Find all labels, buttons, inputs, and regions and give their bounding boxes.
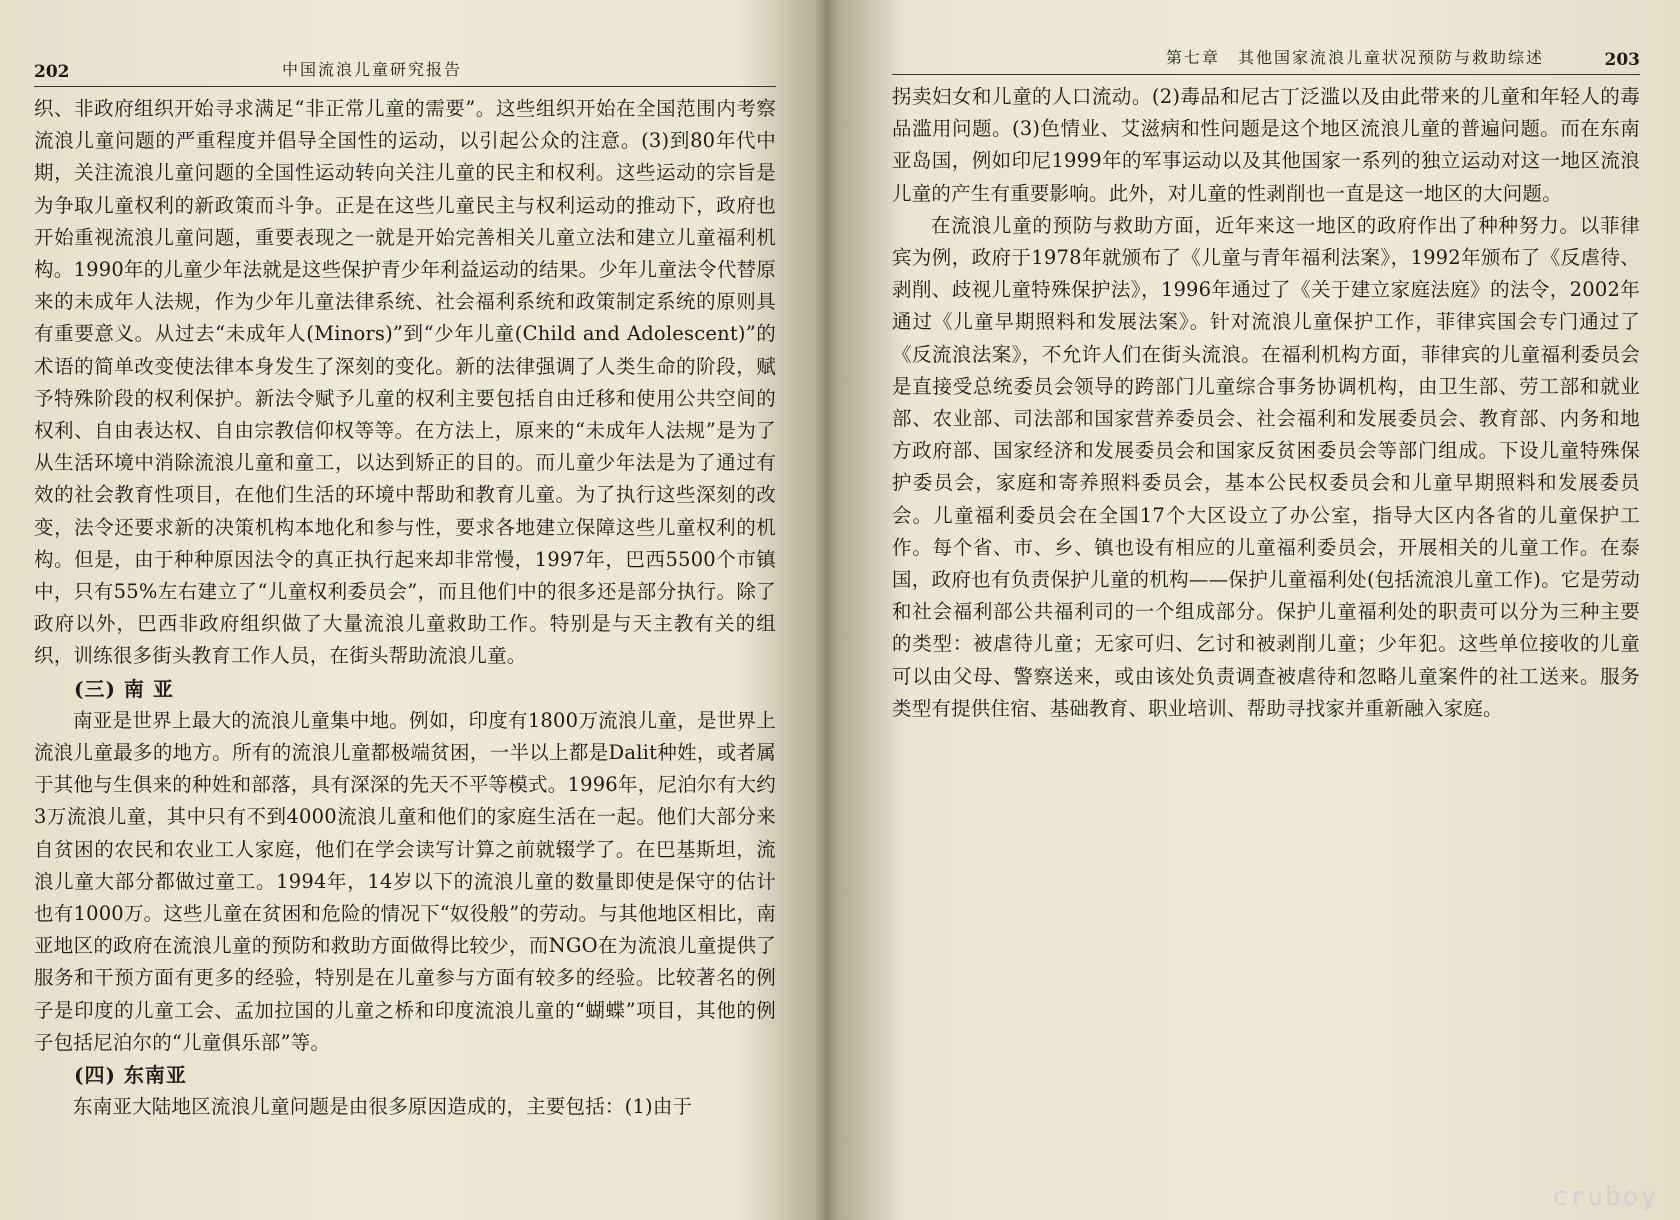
left-page (0, 0, 810, 1220)
left-running-title: 中国流浪儿童研究报告 (282, 60, 463, 79)
left-page-body (34, 93, 776, 1124)
right-page-body (892, 81, 1640, 725)
section-heading: (四) 东南亚 (74, 1063, 187, 1088)
right-running-title: 第七章 其他国家流浪儿童状况预防与救助综述 (1165, 48, 1544, 67)
body-paragraph: 织、非政府组织开始寻求满足“非正常儿童的需要”。这些组织开始在全国范围内考察流浪儿童问题的严重程度并倡导全国性的运动，以引起公众的注意。(3)到80年代中期，关注流浪儿童问题的全国性运动转向关注儿童的民主和权利。这些运动的宗旨是为争取儿童权利的新政策而斗争。正是在这些儿童民主与权利运动的推动下，政府也开始重视流浪儿童问题，重要表现之一就是开始完善相关儿童立法和建立儿童福利机构。1990年的儿童少年法就是这些保护青少年利益运动的结果。少年儿童法令代替原来的未成年人法规，作为少年儿童法律系统、社会福利系统和政策制定系统的原则具有重要意义。从过去“未成年人(Minors)”到“少年儿童(Child and Adolescent)”的术语的简单改变使法律本身发生了深刻的变化。新的法律强调了人类生命的阶段，赋予特殊阶段的权利保护。新法令赋予儿童的权利主要包括自由迁移和使用公共空间的权利、自由表达权、自由宗教信仰权等等。在方法上，原来的“未成年人法规”是为了从生活环境中消除流浪儿童和童工，以达到矫正的目的。而儿童少年法是为了通过有效的社会教育性项目，在他们生活的环境中帮助和教育儿童。为了执行这些深刻的改变，法令还要求新的决策机构本地化和参与性，要求各地建立保障这些儿童权利的机构。但是，由于种种原因法令的真正执行起来却非常慢，1997年，巴西5500个市镇中，只有55%左右建立了“儿童权利委员会”，而且他们中的很多还是部分执行。除了政府以外，巴西非政府组织做了大量流浪儿童救助工作。特别是与天主教有关的组织，训练很多街头教育工作人员，在街头帮助流浪儿童。 (34, 97, 776, 668)
left-page-header (34, 48, 776, 87)
body-paragraph: 在流浪儿童的预防与救助方面，近年来这一地区的政府作出了种种努力。以菲律宾为例，政府于1978年就颁布了《儿童与青年福利法案》，1992年颁布了《反虐待、剥削、歧视儿童特殊保护法》，1996年通过了《关于建立家庭法庭》的法令，2002年通过《儿童早期照料和发展法案》。针对流浪儿童保护工作，菲律宾国会专门通过了《反流浪法案》，不允许人们在街头流浪。在福利机构方面，菲律宾的儿童福利委员会是直接受总统委员会领导的跨部门儿童综合事务协调机构，由卫生部、劳工部和就业部、农业部、司法部和国家营养委员会、社会福利和发展委员会、教育部、内务和地方政府部、国家经济和发展委员会和国家反贫困委员会等部门组成。下设儿童特殊保护委员会，家庭和寄养照料委员会，基本公民权委员会和儿童早期照料和发展委员会。儿童福利委员会在全国17个大区设立了办公室，指导大区内各省的儿童保护工作。每个省、市、乡、镇也设有相应的儿童福利委员会，开展相关的儿童工作。在泰国，政府也有负责保护儿童的机构——保护儿童福利处(包括流浪儿童工作)。它是劳动和社会福利部公共福利司的一个组成部分。保护儿童福利处的职责可以分为三种主要的类型：被虐待儿童；无家可归、乞讨和被剥削儿童；少年犯。这些单位接收的儿童可以由父母、警察送来，或由该处负责调查被虐待和忽略儿童案件的社工送来。服务类型有提供住宿、基础教育、职业培训、帮助寻找家并重新融入家庭。 (892, 213, 1640, 720)
left-page-number: 202 (34, 62, 70, 82)
right-page-header (892, 36, 1640, 75)
watermark-text: cruboy (1552, 1182, 1658, 1212)
body-paragraph: 东南亚大陆地区流浪儿童问题是由很多原因造成的，主要包括：(1)由于 (73, 1095, 693, 1119)
body-paragraph: 南亚是世界上最大的流浪儿童集中地。例如，印度有1800万流浪儿童，是世界上流浪儿童最多的地方。所有的流浪儿童都极端贫困，一半以上都是Dalit种姓，或者属于其他与生俱来的种姓和部落，具有深深的先天不平等模式。1996年，尼泊尔有大约3万流浪儿童，其中只有不到4000流浪儿童和他们的家庭生活在一起。他们大部分来自贫困的农民和农业工人家庭，他们在学会读写计算之前就辍学了。在巴基斯坦，流浪儿童大部分都做过童工。1994年，14岁以下的流浪儿童的数量即使是保守的估计也有1000万。这些儿童在贫困和危险的情况下“奴役般”的劳动。与其他地区相比，南亚地区的政府在流浪儿童的预防和救助方面做得比较少，而NGO在为流浪儿童提供了服务和干预方面有更多的经验，特别是在儿童参与方面有较多的经验。比较著名的例子是印度的儿童工会、孟加拉国的儿童之桥和印度流浪儿童的“蝴蝶”项目，其他的例子包括尼泊尔的“儿童俱乐部”等。 (34, 708, 776, 1054)
book-gutter (808, 0, 868, 1220)
section-heading: (三) 南 亚 (74, 676, 174, 701)
right-page (868, 0, 1680, 1220)
body-paragraph: 拐卖妇女和儿童的人口流动。(2)毒品和尼古丁泛滥以及由此带来的儿童和年轻人的毒品滥用问题。(3)色情业、艾滋病和性问题是这个地区流浪儿童的普遍问题。而在东南亚岛国，例如印尼1999年的军事运动以及其他国家一系列的独立运动对这一地区流浪儿童的产生有重要影响。此外，对儿童的性剥削也一直是这一地区的大问题。 (892, 85, 1640, 205)
right-page-number: 203 (1604, 50, 1640, 70)
